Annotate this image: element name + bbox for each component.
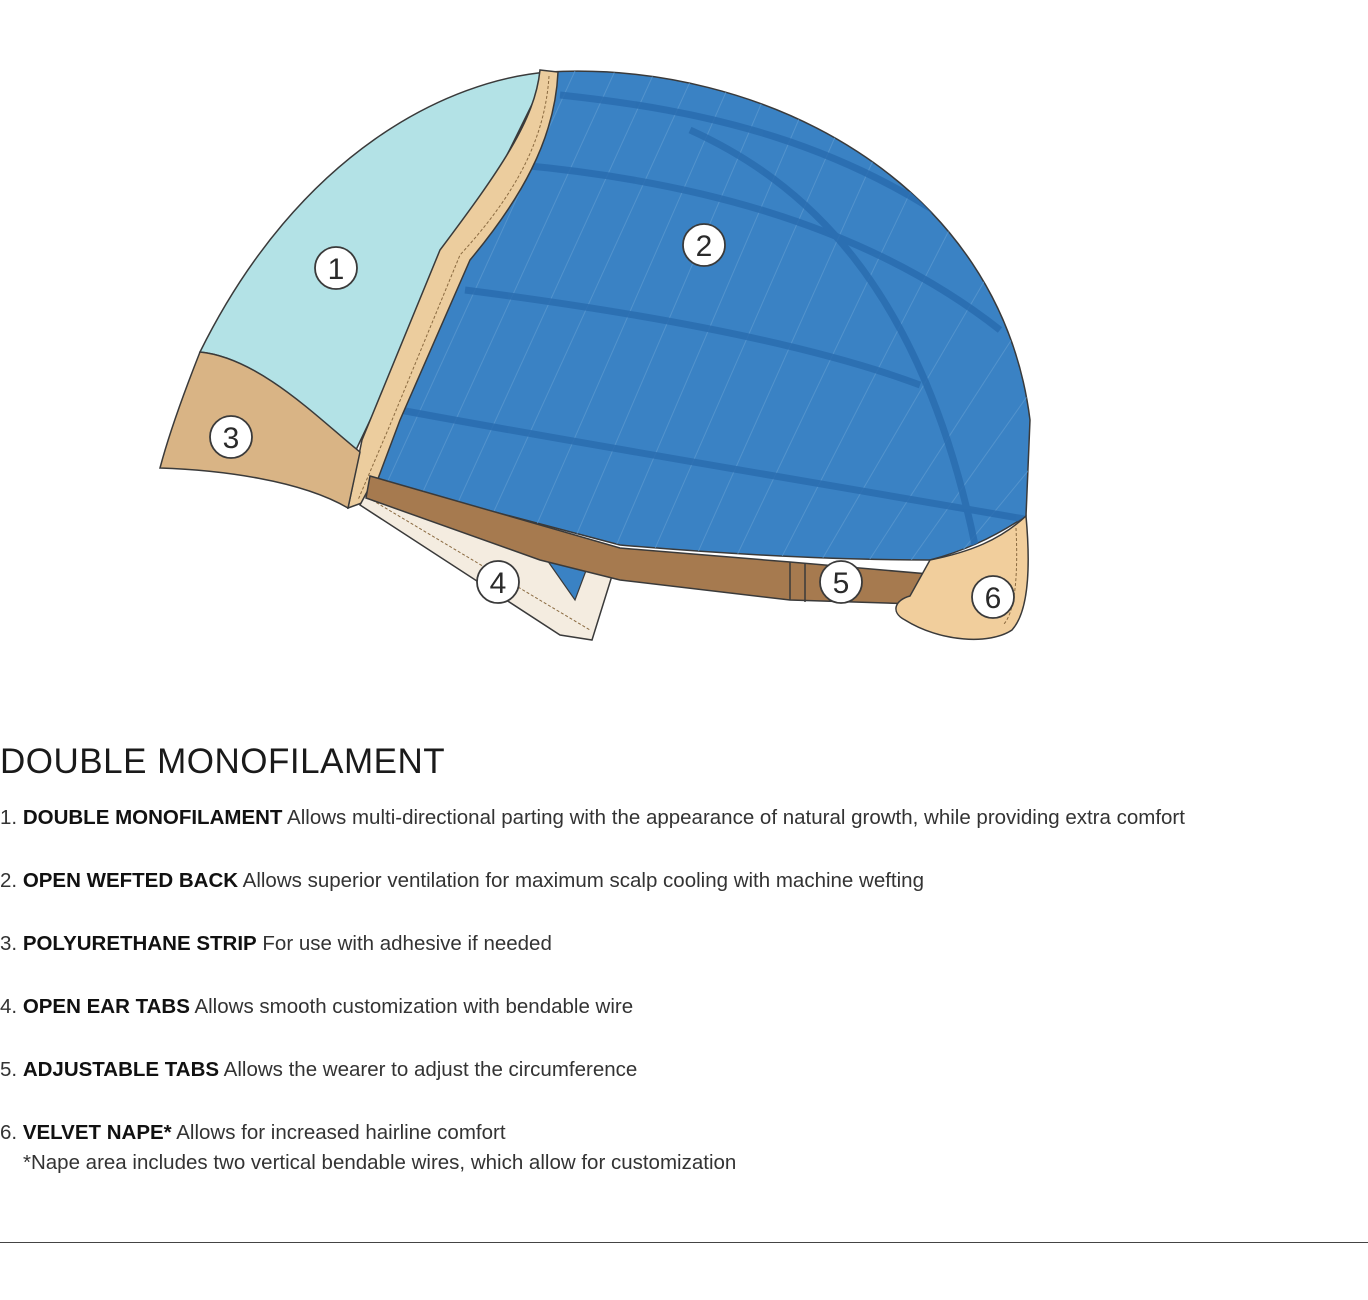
callout-4	[477, 561, 519, 603]
feature-term: POLYURETHANE STRIP	[22, 932, 257, 955]
svg-text:6: 6	[984, 582, 1002, 615]
svg-text:1: 1	[327, 253, 345, 286]
svg-text:4: 4	[489, 567, 507, 600]
feature-item	[0, 992, 1360, 1055]
feature-description: Allows the wearer to adjust the circumference	[223, 1058, 638, 1081]
feature-description: Allows for increased hairline comfort	[176, 1121, 506, 1144]
section-heading: DOUBLE MONOFILAMENT	[0, 742, 446, 781]
feature-term: DOUBLE MONOFILAMENT	[22, 806, 283, 829]
callout-1	[315, 247, 357, 289]
feature-item	[0, 866, 1360, 929]
feature-item	[0, 929, 1360, 992]
callout-3	[210, 416, 252, 458]
feature-term: VELVET NAPE*	[22, 1121, 172, 1144]
feature-description: For use with adhesive if needed	[262, 932, 552, 955]
feature-number: 3.	[0, 932, 18, 955]
feature-term: ADJUSTABLE TABS	[22, 1058, 220, 1081]
callout-2	[683, 224, 725, 266]
feature-term: OPEN WEFTED BACK	[22, 869, 239, 892]
feature-number: 4.	[0, 995, 18, 1018]
svg-text:3: 3	[222, 422, 240, 455]
feature-description: Allows multi-directional parting with the appearance of natural growth, while providing extra comfort	[287, 806, 1185, 829]
feature-description: Allows superior ventilation for maximum scalp cooling with machine wefting	[242, 869, 924, 892]
svg-text:5: 5	[832, 567, 850, 600]
feature-number: 1.	[0, 806, 18, 829]
callout-6	[972, 576, 1014, 618]
divider	[0, 1242, 1368, 1243]
feature-number: 2.	[0, 869, 18, 892]
feature-item	[0, 1055, 1360, 1118]
feature-description: Allows smooth customization with bendable wire	[194, 995, 634, 1018]
feature-item	[0, 1118, 1360, 1181]
svg-text:2: 2	[695, 230, 713, 263]
feature-number: 5.	[0, 1058, 18, 1081]
feature-number: 6.	[0, 1121, 18, 1144]
feature-list	[0, 803, 1360, 1181]
callout-5	[820, 561, 862, 603]
feature-term: OPEN EAR TABS	[22, 995, 190, 1018]
feature-footnote: *Nape area includes two vertical bendable wires, which allow for customization	[23, 1151, 737, 1174]
feature-item	[0, 803, 1360, 866]
